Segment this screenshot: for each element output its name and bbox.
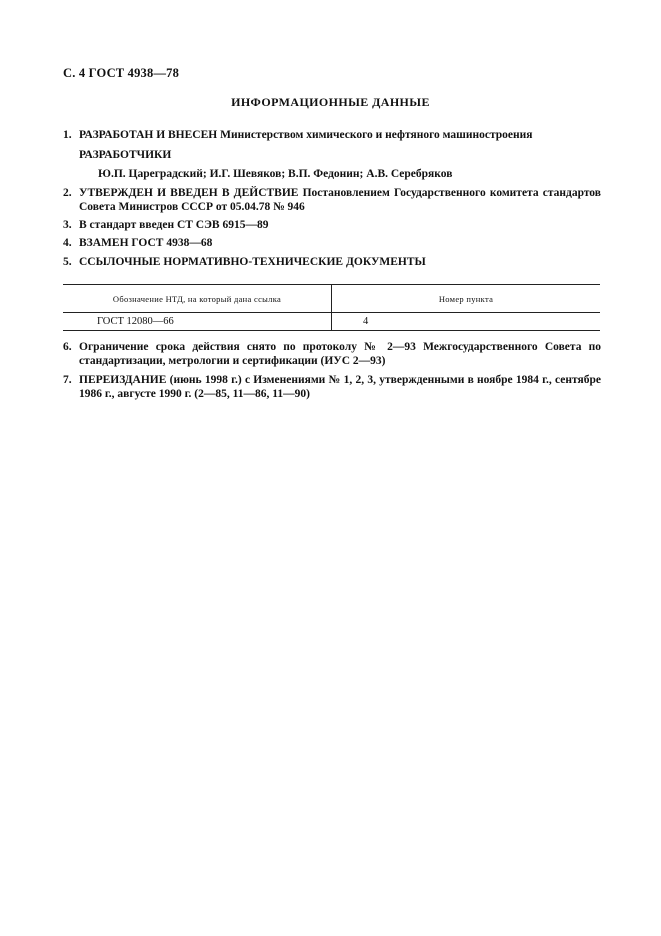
info-item-6 [63, 340, 601, 368]
table-header-ntd: Обозначение НТД, на который дана ссылка [112, 294, 282, 304]
item-number: 2. [63, 187, 72, 199]
info-item-4 [63, 236, 601, 250]
item-text: Ограничение срока действия снято по протоколу № 2—93 Межгосударственного Совета по стандартизации, метрологии и сертификации (ИУС 2—93) [79, 341, 601, 367]
item-number: 1. [63, 129, 72, 141]
item-number: 6. [63, 341, 72, 353]
info-item-2 [63, 186, 601, 214]
item-text: ССЫЛОЧНЫЕ НОРМАТИВНО-ТЕХНИЧЕСКИЕ ДОКУМЕНТЫ [79, 256, 426, 268]
reference-table [63, 284, 600, 331]
info-item-5 [63, 255, 601, 269]
item-number: 4. [63, 237, 72, 249]
table-header-clause: Номер пункта [438, 294, 494, 304]
item-text: УТВЕРЖДЕН И ВВЕДЕН В ДЕЙСТВИЕ Постановлением Государственного комитета стандартов Совета Министров СССР от 05.04.78 № 946 [79, 187, 601, 213]
table-column-divider [331, 285, 332, 330]
item-number: 7. [63, 374, 72, 386]
item-text: РАЗРАБОТАН И ВНЕСЕН Министерством химического и нефтяного машиностроения [79, 129, 533, 141]
table-header-divider [63, 312, 600, 313]
item-number: 3. [63, 219, 72, 231]
info-item-3 [63, 218, 601, 232]
section-title: ИНФОРМАЦИОННЫЕ ДАННЫЕ [231, 95, 430, 109]
info-item-7 [63, 373, 601, 401]
table-cell-ntd: ГОСТ 12080—66 [97, 316, 174, 327]
item-text: ПЕРЕИЗДАНИЕ (июнь 1998 г.) с Изменениями № 1, 2, 3, утвержденными в ноябре 1984 г., сентябре 1986 г., августе 1990 г. (2—85, 11—86, 11—90) [79, 374, 601, 400]
page-header: С. 4 ГОСТ 4938—78 [63, 66, 180, 80]
item-text: ВЗАМЕН ГОСТ 4938—68 [79, 237, 213, 249]
table-cell-clause: 4 [363, 316, 369, 327]
developers-list: Ю.П. Цареградский; И.Г. Шевяков; В.П. Федонин; А.В. Серебряков [98, 168, 453, 180]
item-text: В стандарт введен СТ СЭВ 6915—89 [79, 219, 269, 231]
item-number: 5. [63, 256, 72, 268]
developers-label: РАЗРАБОТЧИКИ [79, 149, 172, 161]
info-item-1 [63, 128, 601, 142]
